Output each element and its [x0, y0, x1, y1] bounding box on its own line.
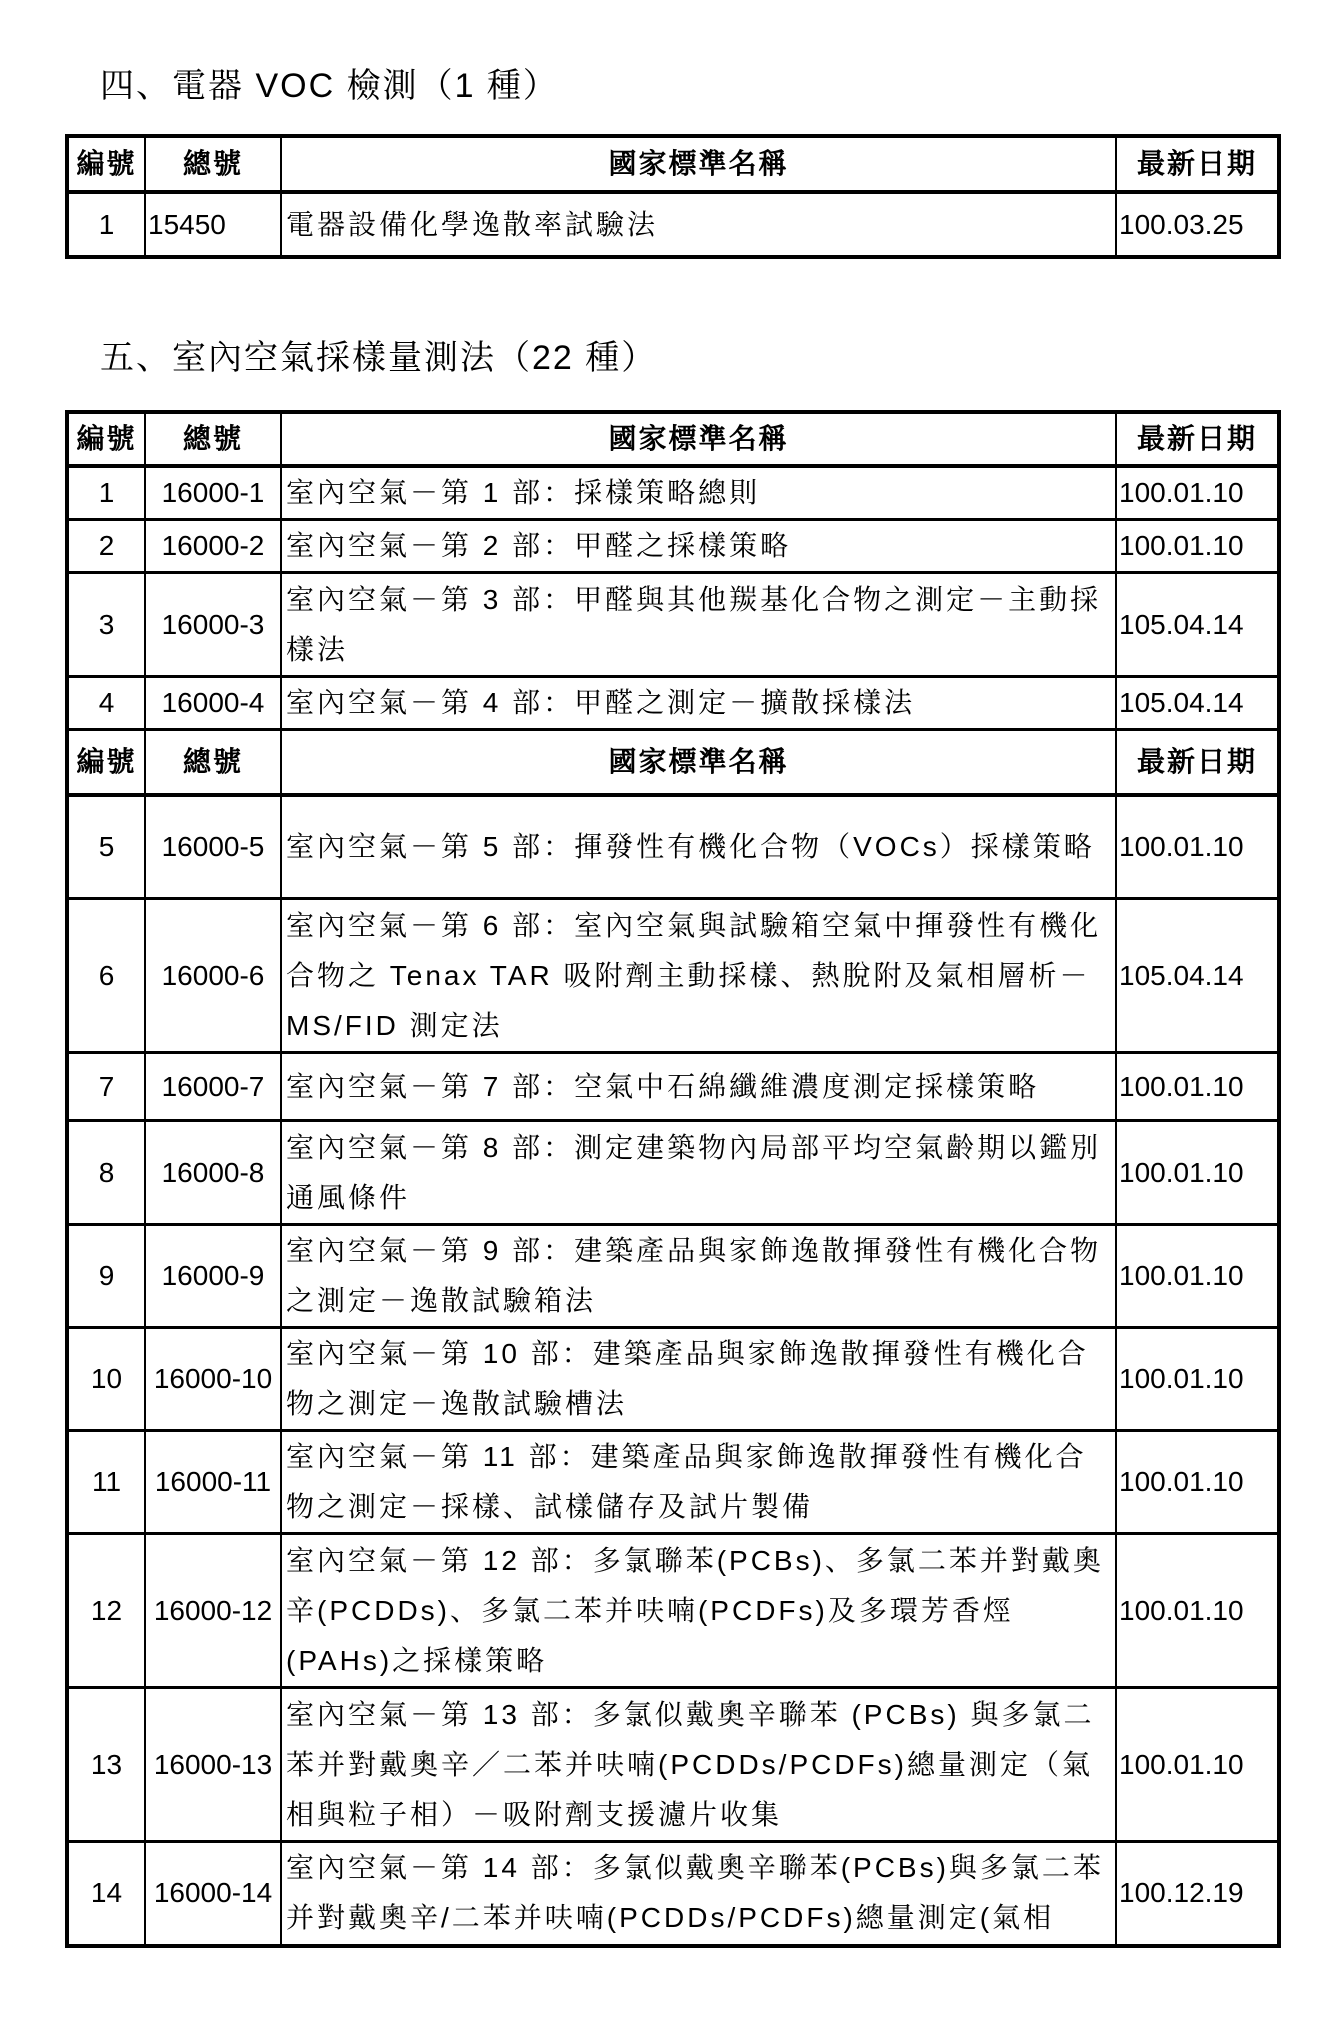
standard-code: 16000-13 [145, 1688, 281, 1842]
table-row [67, 899, 1279, 1053]
table-row [67, 1225, 1279, 1328]
latest-date: 100.01.10 [1116, 520, 1279, 573]
latest-date: 100.01.10 [1116, 1225, 1279, 1328]
latest-date: 100.03.25 [1116, 192, 1279, 257]
standard-name: 室內空氣－第 7 部：空氣中石綿纖維濃度測定採樣策略 [281, 1053, 1116, 1121]
standard-name: 室內空氣－第 14 部：多氯似戴奧辛聯苯(PCBs)與多氯二苯并對戴奧辛/二苯并呋喃(PCDDs/PCDFs)總量測定(氣相 [281, 1842, 1116, 1946]
standard-name: 室內空氣－第 3 部：甲醛與其他羰基化合物之測定－主動採樣法 [281, 573, 1116, 677]
standard-name: 室內空氣－第 11 部：建築產品與家飾逸散揮發性有機化合物之測定－採樣、試樣儲存及試片製備 [281, 1431, 1116, 1534]
row-number: 2 [67, 520, 145, 573]
indoor-air-standards-table [65, 410, 1281, 1948]
latest-date: 100.01.10 [1116, 1121, 1279, 1225]
latest-date: 100.01.10 [1116, 795, 1279, 899]
row-number: 7 [67, 1053, 145, 1121]
latest-date: 100.01.10 [1116, 1688, 1279, 1842]
latest-date: 105.04.14 [1116, 573, 1279, 677]
standard-code: 16000-3 [145, 573, 281, 677]
header-number: 編號 [67, 412, 145, 466]
table-header-row [67, 136, 1279, 192]
table-row [67, 573, 1279, 677]
row-number: 8 [67, 1121, 145, 1225]
standard-code: 16000-7 [145, 1053, 281, 1121]
standard-code: 16000-11 [145, 1431, 281, 1534]
latest-date: 100.01.10 [1116, 1534, 1279, 1688]
standard-code: 16000-12 [145, 1534, 281, 1688]
table-row [67, 192, 1279, 257]
latest-date: 100.01.10 [1116, 1328, 1279, 1431]
standard-name: 室內空氣－第 5 部：揮發性有機化合物（VOCs）採樣策略 [281, 795, 1116, 899]
standard-code: 16000-6 [145, 899, 281, 1053]
latest-date: 105.04.14 [1116, 899, 1279, 1053]
row-number: 10 [67, 1328, 145, 1431]
table-row [67, 677, 1279, 730]
latest-date: 100.01.10 [1116, 1431, 1279, 1534]
row-number: 6 [67, 899, 145, 1053]
standard-code: 16000-1 [145, 466, 281, 520]
standard-code: 16000-9 [145, 1225, 281, 1328]
section-title-voc: 四、電器 VOC 檢測（1 種） [100, 67, 559, 105]
header-number: 編號 [67, 730, 145, 795]
standard-code: 16000-10 [145, 1328, 281, 1431]
row-number: 1 [67, 192, 145, 257]
header-number: 編號 [67, 136, 145, 192]
table-row [67, 1121, 1279, 1225]
header-date: 最新日期 [1116, 412, 1279, 466]
standard-name: 室內空氣－第 8 部：測定建築物內局部平均空氣齡期以鑑別通風條件 [281, 1121, 1116, 1225]
table-row [67, 1328, 1279, 1431]
standard-name: 室內空氣－第 12 部：多氯聯苯(PCBs)、多氯二苯并對戴奧辛(PCDDs)、多氯二苯并呋喃(PCDFs)及多環芳香烴(PAHs)之採樣策略 [281, 1534, 1116, 1688]
table-row [67, 1053, 1279, 1121]
header-date: 最新日期 [1116, 730, 1279, 795]
row-number: 12 [67, 1534, 145, 1688]
row-number: 1 [67, 466, 145, 520]
standard-name: 室內空氣－第 10 部：建築產品與家飾逸散揮發性有機化合物之測定－逸散試驗槽法 [281, 1328, 1116, 1431]
latest-date: 100.01.10 [1116, 1053, 1279, 1121]
standard-code: 16000-5 [145, 795, 281, 899]
header-date: 最新日期 [1116, 136, 1279, 192]
standard-name: 室內空氣－第 9 部：建築產品與家飾逸散揮發性有機化合物之測定－逸散試驗箱法 [281, 1225, 1116, 1328]
row-number: 11 [67, 1431, 145, 1534]
header-code: 總號 [145, 412, 281, 466]
row-number: 14 [67, 1842, 145, 1946]
latest-date: 105.04.14 [1116, 677, 1279, 730]
standard-code: 16000-14 [145, 1842, 281, 1946]
section-title-indoor-air: 五、室內空氣採樣量測法（22 種） [100, 339, 658, 377]
row-number: 4 [67, 677, 145, 730]
standard-name: 電器設備化學逸散率試驗法 [281, 192, 1116, 257]
table-row [67, 1534, 1279, 1688]
row-number: 3 [67, 573, 145, 677]
table-row [67, 466, 1279, 520]
header-code: 總號 [145, 730, 281, 795]
table-header-row [67, 412, 1279, 466]
row-number: 5 [67, 795, 145, 899]
voc-standards-table [65, 134, 1281, 259]
standard-name: 室內空氣－第 4 部：甲醛之測定－擴散採樣法 [281, 677, 1116, 730]
standard-code: 16000-4 [145, 677, 281, 730]
table-row [67, 520, 1279, 573]
header-name: 國家標準名稱 [281, 730, 1116, 795]
standard-name: 室內空氣－第 1 部：採樣策略總則 [281, 466, 1116, 520]
standard-code: 15450 [145, 192, 281, 257]
latest-date: 100.12.19 [1116, 1842, 1279, 1946]
table-header-row [67, 730, 1279, 795]
standard-name: 室內空氣－第 2 部：甲醛之採樣策略 [281, 520, 1116, 573]
table-row [67, 795, 1279, 899]
latest-date: 100.01.10 [1116, 466, 1279, 520]
row-number: 9 [67, 1225, 145, 1328]
table-row [67, 1688, 1279, 1842]
standard-name: 室內空氣－第 6 部：室內空氣與試驗箱空氣中揮發性有機化合物之 Tenax TAR 吸附劑主動採樣、熱脫附及氣相層析－MS/FID 測定法 [281, 899, 1116, 1053]
table-row [67, 1431, 1279, 1534]
standard-code: 16000-8 [145, 1121, 281, 1225]
row-number: 13 [67, 1688, 145, 1842]
table-row [67, 1842, 1279, 1946]
standard-code: 16000-2 [145, 520, 281, 573]
header-name: 國家標準名稱 [281, 412, 1116, 466]
header-code: 總號 [145, 136, 281, 192]
header-name: 國家標準名稱 [281, 136, 1116, 192]
standard-name: 室內空氣－第 13 部：多氯似戴奧辛聯苯 (PCBs) 與多氯二苯并對戴奧辛／二苯并呋喃(PCDDs/PCDFs)總量測定（氣相與粒子相）－吸附劑支援濾片收集 [281, 1688, 1116, 1842]
